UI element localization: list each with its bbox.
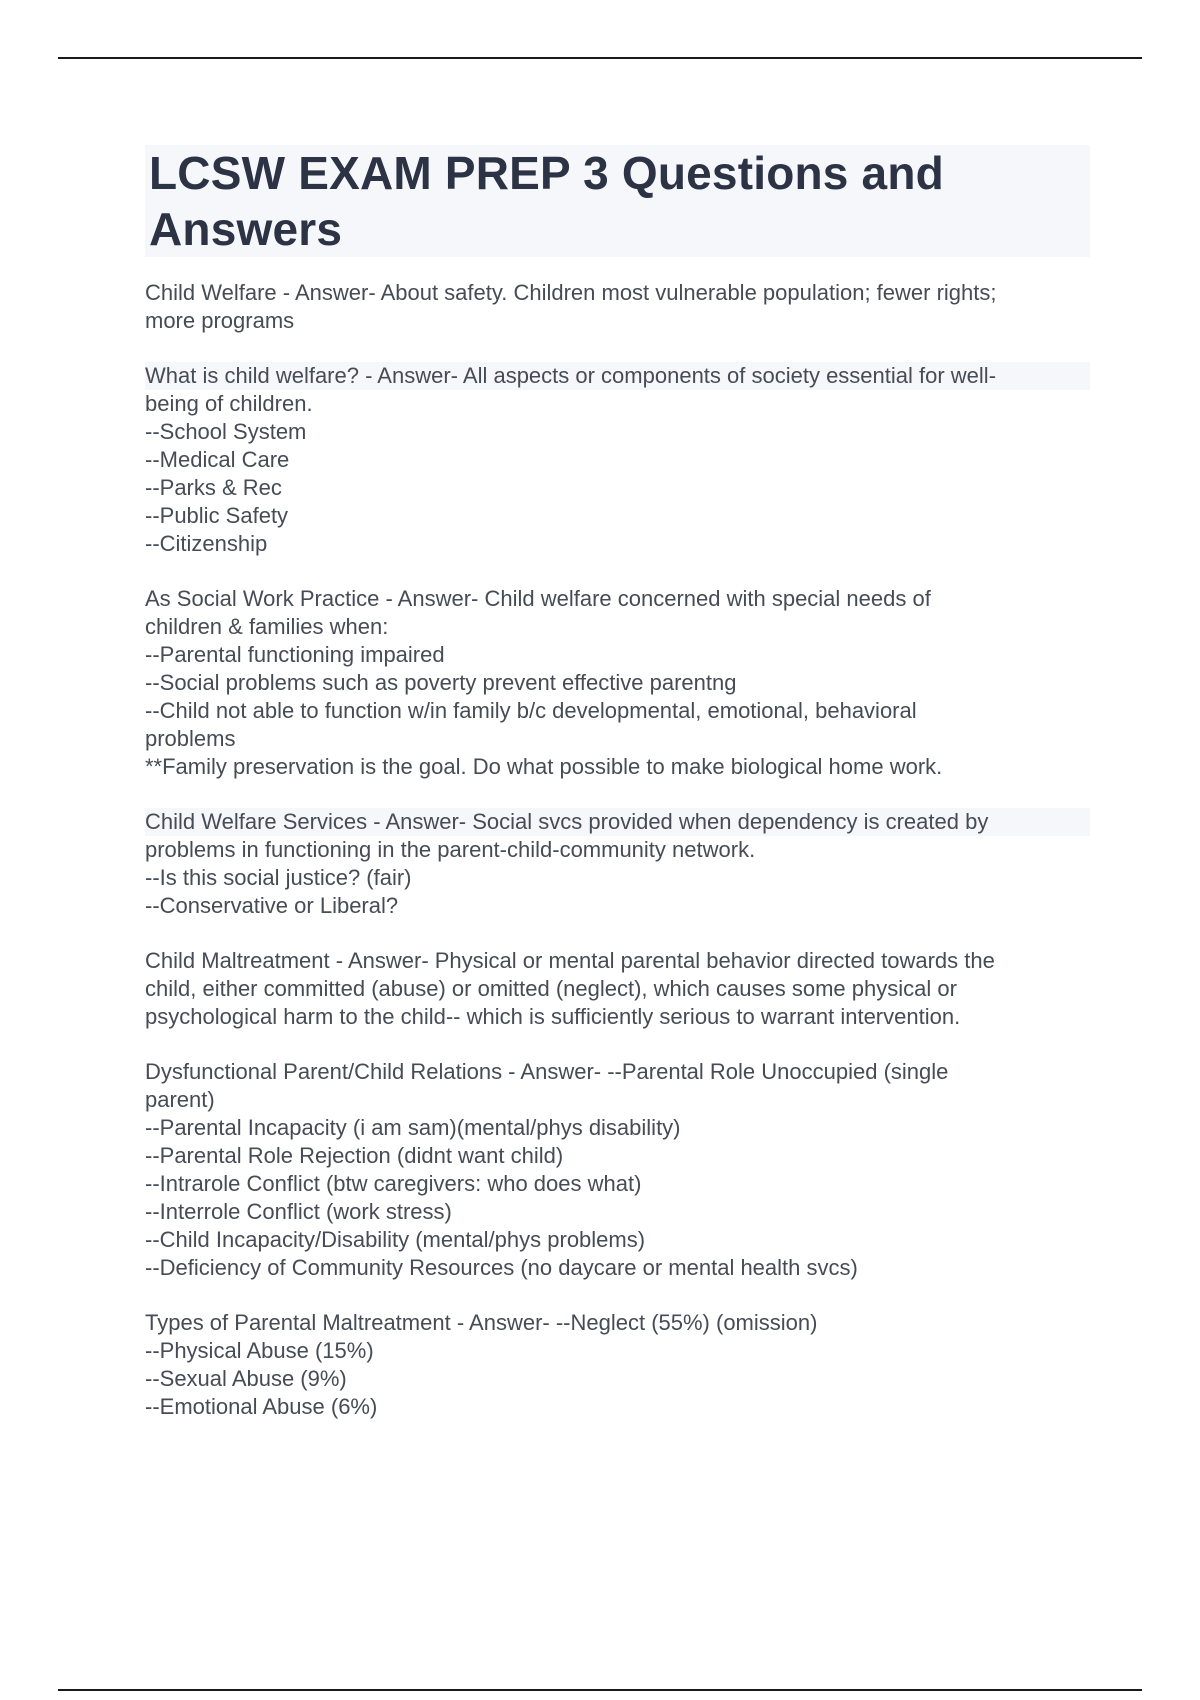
qa-line: --Interrole Conflict (work stress)	[145, 1199, 452, 1224]
qa-line: Child Welfare - Answer- About safety. Children most vulnerable population; fewer rights;	[145, 280, 997, 305]
qa-line: --Citizenship	[145, 531, 268, 556]
qa-line: --Social problems such as poverty prevent effective parentng	[145, 670, 737, 695]
qa-entry-what-is-child-welfare	[145, 362, 1090, 558]
document-body	[145, 145, 1090, 1448]
document-title: LCSW EXAM PREP 3 Questions and Answers	[149, 147, 944, 255]
header-rule	[58, 57, 1142, 59]
qa-entry-child-welfare	[145, 279, 1090, 335]
qa-line: Child Maltreatment - Answer- Physical or mental parental behavior directed towards the	[145, 948, 995, 973]
qa-line: What is child welfare? - Answer- All aspects or components of society essential for well-	[145, 362, 1090, 390]
qa-line: --Parental functioning impaired	[145, 642, 445, 667]
qa-line: problems	[145, 726, 236, 751]
title-block	[145, 145, 1090, 257]
qa-line: --Child not able to function w/in family b/c developmental, emotional, behavioral	[145, 698, 917, 723]
qa-line: more programs	[145, 308, 295, 333]
qa-entry-social-work-practice	[145, 585, 1090, 781]
qa-line: As Social Work Practice - Answer- Child welfare concerned with special needs of	[145, 586, 931, 611]
qa-line: --Child Incapacity/Disability (mental/phys problems)	[145, 1227, 646, 1252]
qa-entry-child-welfare-services	[145, 808, 1090, 920]
qa-entry-types-of-maltreatment	[145, 1309, 1090, 1421]
qa-line: --Conservative or Liberal?	[145, 893, 399, 918]
qa-line: --Is this social justice? (fair)	[145, 865, 412, 890]
qa-line: children & families when:	[145, 614, 389, 639]
qa-entry-child-maltreatment	[145, 947, 1090, 1031]
qa-line: parent)	[145, 1087, 215, 1112]
qa-entry-dysfunctional-relations	[145, 1058, 1090, 1282]
qa-line: --Parental Role Rejection (didnt want child)	[145, 1143, 564, 1168]
qa-line: **Family preservation is the goal. Do what possible to make biological home work.	[145, 754, 943, 779]
qa-line: problems in functioning in the parent-child-community network.	[145, 837, 756, 862]
qa-line: --Sexual Abuse (9%)	[145, 1366, 347, 1391]
qa-line: --Parental Incapacity (i am sam)(mental/phys disability)	[145, 1115, 681, 1140]
qa-line: --Medical Care	[145, 447, 290, 472]
qa-line: Types of Parental Maltreatment - Answer- --Neglect (55%) (omission)	[145, 1310, 818, 1335]
qa-line: --School System	[145, 419, 307, 444]
qa-line: child, either committed (abuse) or omitted (neglect), which causes some physical or	[145, 976, 957, 1001]
qa-line: --Intrarole Conflict (btw caregivers: who does what)	[145, 1171, 642, 1196]
qa-line: being of children.	[145, 391, 313, 416]
qa-line: --Physical Abuse (15%)	[145, 1338, 374, 1363]
qa-line: psychological harm to the child-- which is sufficiently serious to warrant intervention.	[145, 1004, 961, 1029]
qa-line: Dysfunctional Parent/Child Relations - Answer- --Parental Role Unoccupied (single	[145, 1059, 949, 1084]
qa-line: --Emotional Abuse (6%)	[145, 1394, 378, 1419]
qa-line: --Deficiency of Community Resources (no daycare or mental health svcs)	[145, 1255, 858, 1280]
footer-rule	[58, 1689, 1142, 1691]
qa-line: --Parks & Rec	[145, 475, 282, 500]
qa-line: --Public Safety	[145, 503, 289, 528]
qa-line: Child Welfare Services - Answer- Social svcs provided when dependency is created by	[145, 808, 1090, 836]
